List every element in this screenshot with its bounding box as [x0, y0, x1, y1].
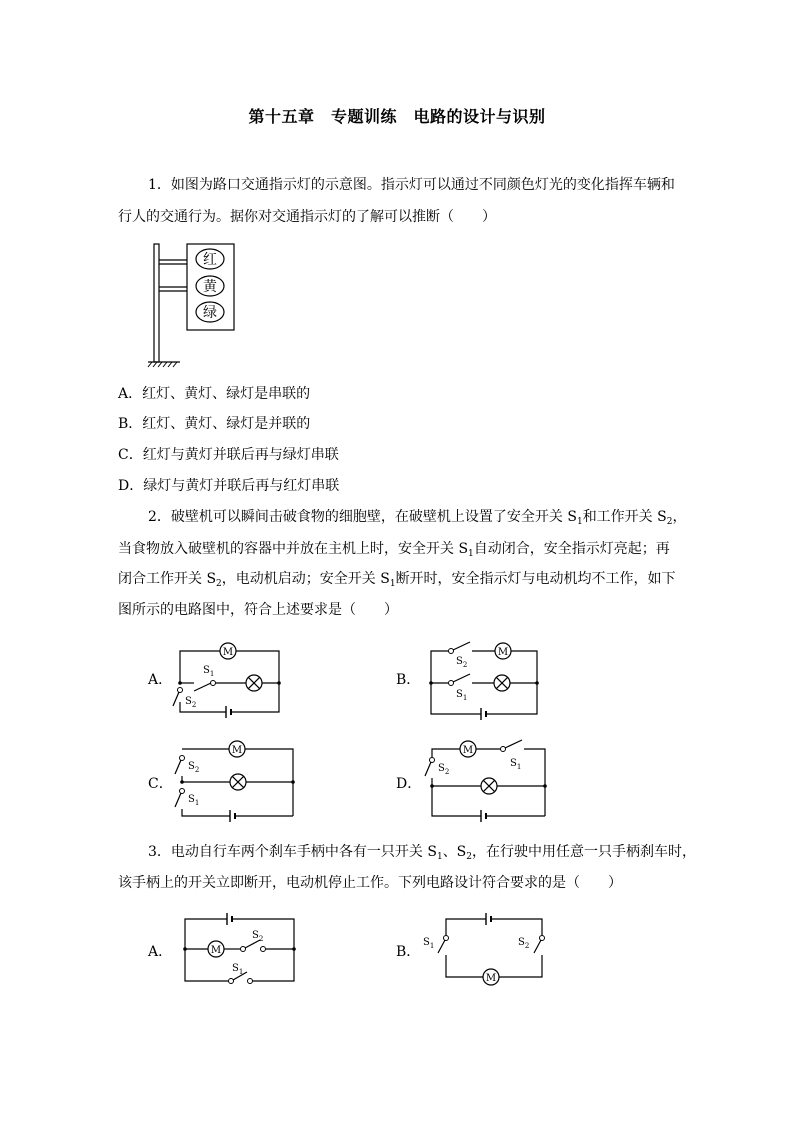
q2-stem-line2: 当食物放入破壁机的容器中并放在主机上时，安全开关 $S_1$自动闭合，安全指示灯亮起；再	[118, 541, 670, 559]
q1-stem-line1: 1．如图为路口交通指示灯的示意图。指示灯可以通过不同颜色灯光的变化指挥车辆和	[148, 177, 675, 193]
light-green-label: 绿	[203, 305, 217, 321]
s2-label: $S_2$	[185, 696, 197, 709]
light-yellow-label: 黄	[203, 279, 217, 295]
s2-label: $S_2$	[438, 763, 450, 776]
q1-option-b: B．红灯、黄灯、绿灯是并联的	[118, 416, 311, 432]
q3-option-a-label: A．	[148, 944, 173, 960]
q2-option-b-label: B．	[396, 672, 421, 688]
q3-option-b-label: B．	[396, 944, 421, 960]
motor-icon: M	[222, 647, 234, 658]
q2-stem-line3: 闭合工作开关 $S_2$，电动机启动；安全开关 $S_1$断开时，安全指示灯与电动机均不工作，如下	[118, 571, 676, 589]
q2-stem-line4: 图所示的电路图中，符合上述要求是（ ）	[118, 602, 398, 618]
q3-stem-line1: 3．电动自行车两个刹车手柄中各有一只开关 $S_1$、$S_2$，在行驶中用任意一只手柄刹车时，	[148, 844, 697, 862]
q3-circuit-b	[420, 905, 550, 995]
q3-circuit-a	[180, 905, 300, 995]
q3-stem-line2: 该手柄上的开关立即断开，电动机停止工作。下列电路设计符合要求的是（ ）	[118, 875, 622, 891]
motor-icon: M	[231, 745, 243, 756]
motor-icon: M	[497, 647, 509, 658]
s1-label: $S_1$	[203, 665, 215, 678]
q1-option-a: A．红灯、黄灯、绿灯是串联的	[118, 386, 311, 402]
q2-stem-line1: 2．破壁机可以瞬间击破食物的细胞壁，在破壁机上设置了安全开关 $S_1$和工作开关 $S_2$，	[148, 509, 687, 527]
q2-circuit-c	[168, 740, 303, 820]
motor-icon: M	[210, 945, 222, 956]
s2-label: $S_2$	[456, 656, 468, 669]
s2-label: $S_2$	[188, 761, 200, 774]
light-red-label: 红	[203, 252, 217, 268]
s1-label: $S_1$	[510, 758, 522, 771]
q2-option-d-label: D．	[396, 776, 422, 792]
q2-circuit-d	[420, 740, 555, 820]
q1-option-d: D．绿灯与黄灯并联后再与红灯串联	[118, 478, 340, 494]
s1-label: $S_1$	[188, 794, 200, 807]
q2-option-a-label: A．	[148, 672, 173, 688]
motor-icon: M	[485, 973, 497, 984]
q2-circuit-a	[168, 640, 288, 720]
q2-circuit-b	[420, 640, 550, 720]
s2-label: $S_2$	[252, 930, 264, 943]
traffic-light-figure	[140, 238, 250, 368]
q2-option-c-label: C．	[148, 776, 173, 792]
s2-label: $S_2$	[518, 937, 530, 950]
page-title: 第十五章 专题训练 电路的设计与识别	[248, 107, 546, 126]
q1-stem-line2: 行人的交通行为。据你对交通指示灯的了解可以推断（ ）	[118, 209, 496, 225]
motor-icon: M	[462, 745, 474, 756]
s1-label: $S_1$	[423, 937, 435, 950]
q1-option-c: C．红灯与黄灯并联后再与绿灯串联	[118, 447, 339, 463]
s1-label: $S_1$	[456, 689, 468, 702]
s1-label: $S_1$	[232, 963, 244, 976]
